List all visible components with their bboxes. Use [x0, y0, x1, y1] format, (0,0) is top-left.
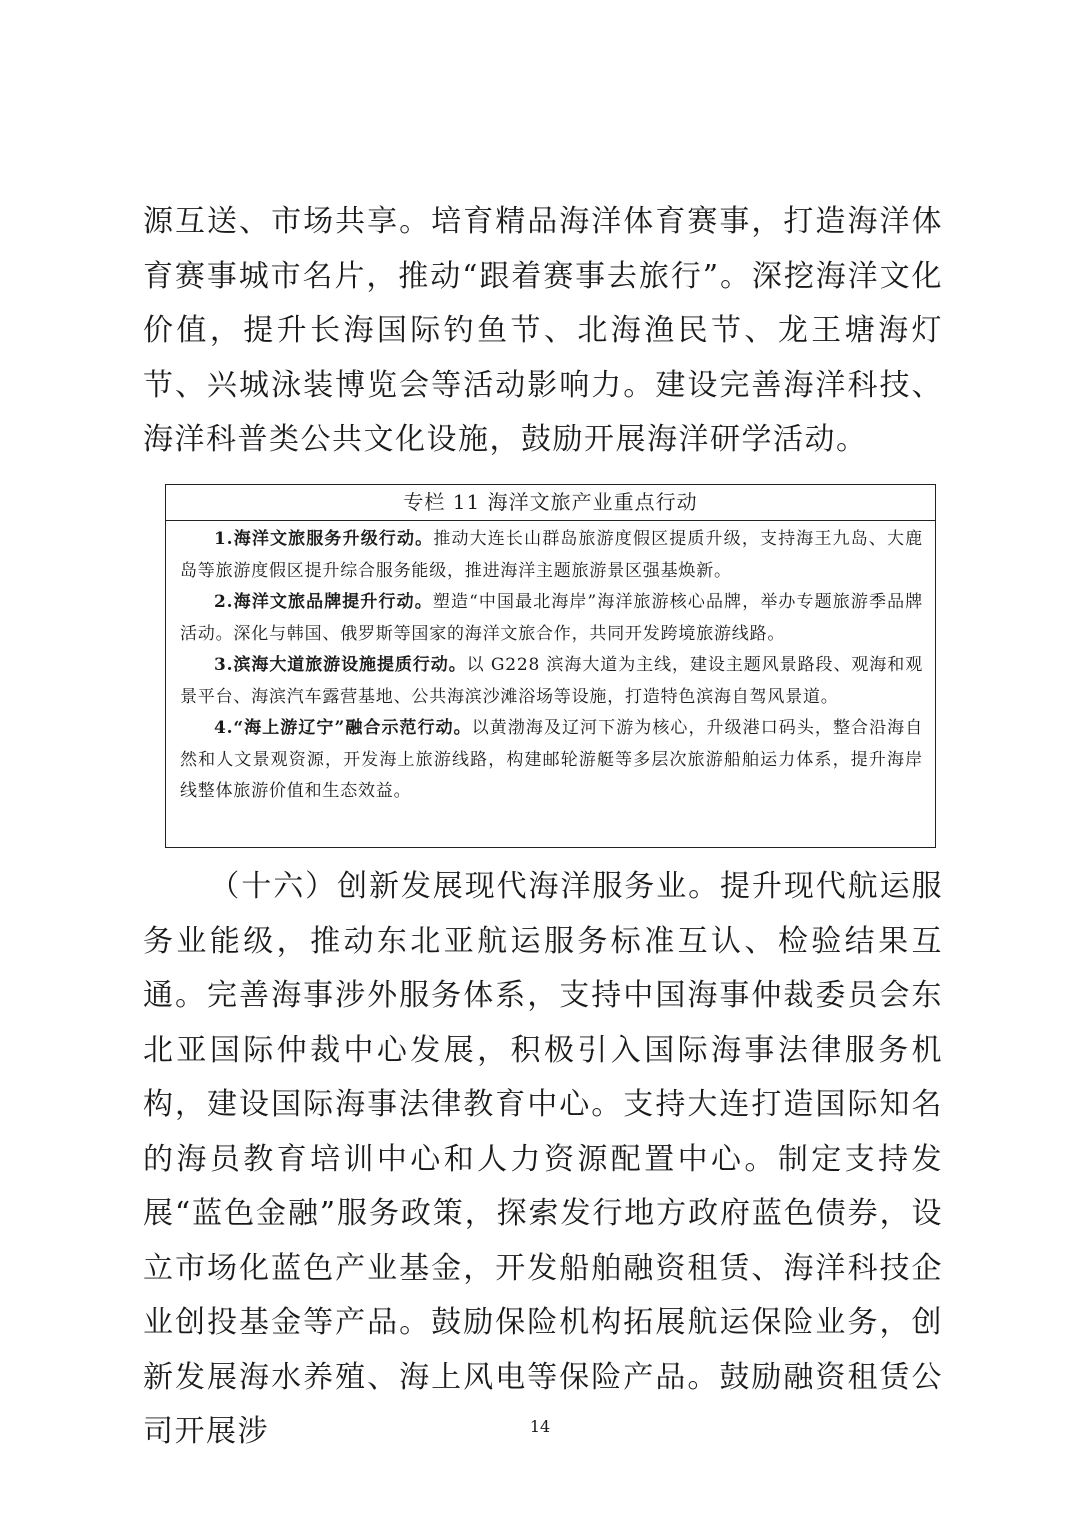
- action-item: [180, 650, 923, 713]
- body-paragraph: 源互送、市场共享。培育精品海洋体育赛事，打造海洋体育赛事城市名片，推动“跟着赛事去旅行”。深挖海洋文化价值，提升长海国际钓鱼节、北海渔民节、龙王塘海灯节、兴城泳装博览会等活动影响力。建设完善海洋科技、海洋科普类公共文化设施，鼓励开展海洋研学活动。: [143, 204, 943, 457]
- action-item: [180, 713, 923, 808]
- action-item-heading: 4.“海上游辽宁”融合示范行动。: [214, 718, 472, 738]
- action-item-text: 推动大连长山群岛旅游度假区提质升级，支持海王九岛、大鹿岛等旅游度假区提升综合服务能级，推进海洋主题旅游景区强基焕新。: [180, 529, 923, 581]
- action-item: [180, 587, 923, 650]
- section-paragraph-text: （十六）创新发展现代海洋服务业。提升现代航运服务业能级，推动东北亚航运服务标准互认、检验结果互通。完善海事涉外服务体系，支持中国海事仲裁委员会东北亚国际仲裁中心发展，积极引入国际海事法律服务机构，建设国际海事法律教育中心。支持大连打造国际知名的海员教育培训中心和人力资源配置中心。制定支持发展“蓝色金融”服务政策，探索发行地方政府蓝色债券，设立市场化蓝色产业基金，开发船舶融资租赁、海洋科技企业创投基金等产品。鼓励保险机构拓展航运保险业务，创新发展海水养殖、海上风电等保险产品。鼓励融资租赁公司开展涉: [143, 869, 943, 1449]
- action-item-heading: 3.滨海大道旅游设施提质行动。: [214, 655, 467, 675]
- feature-box-title: 专栏 11 海洋文旅产业重点行动: [166, 485, 935, 521]
- section-paragraph: [143, 860, 943, 1460]
- feature-box-body: [166, 521, 935, 808]
- page-number: 14: [529, 1417, 551, 1436]
- action-item-text: 塑造“中国最北海岸”海洋旅游核心品牌，举办专题旅游季品牌活动。深化与韩国、俄罗斯等国家的海洋文旅合作，共同开发跨境旅游线路。: [180, 592, 923, 644]
- action-item-text: 以黄渤海及辽河下游为核心，升级港口码头，整合沿海自然和人文景观资源，开发海上旅游线路，构建邮轮游艇等多层次旅游船舶运力体系，提升海岸线整体旅游价值和生态效益。: [180, 718, 923, 801]
- feature-box: [165, 484, 936, 848]
- action-item-heading: 1.海洋文旅服务升级行动。: [214, 529, 434, 549]
- action-item-text: 以 G228 滨海大道为主线，建设主题风景路段、观海和观景平台、海滨汽车露营基地、公共海滨沙滩浴场等设施，打造特色滨海自驾风景道。: [180, 655, 924, 707]
- action-item-heading: 2.海洋文旅品牌提升行动。: [214, 592, 433, 612]
- action-item: [180, 524, 923, 587]
